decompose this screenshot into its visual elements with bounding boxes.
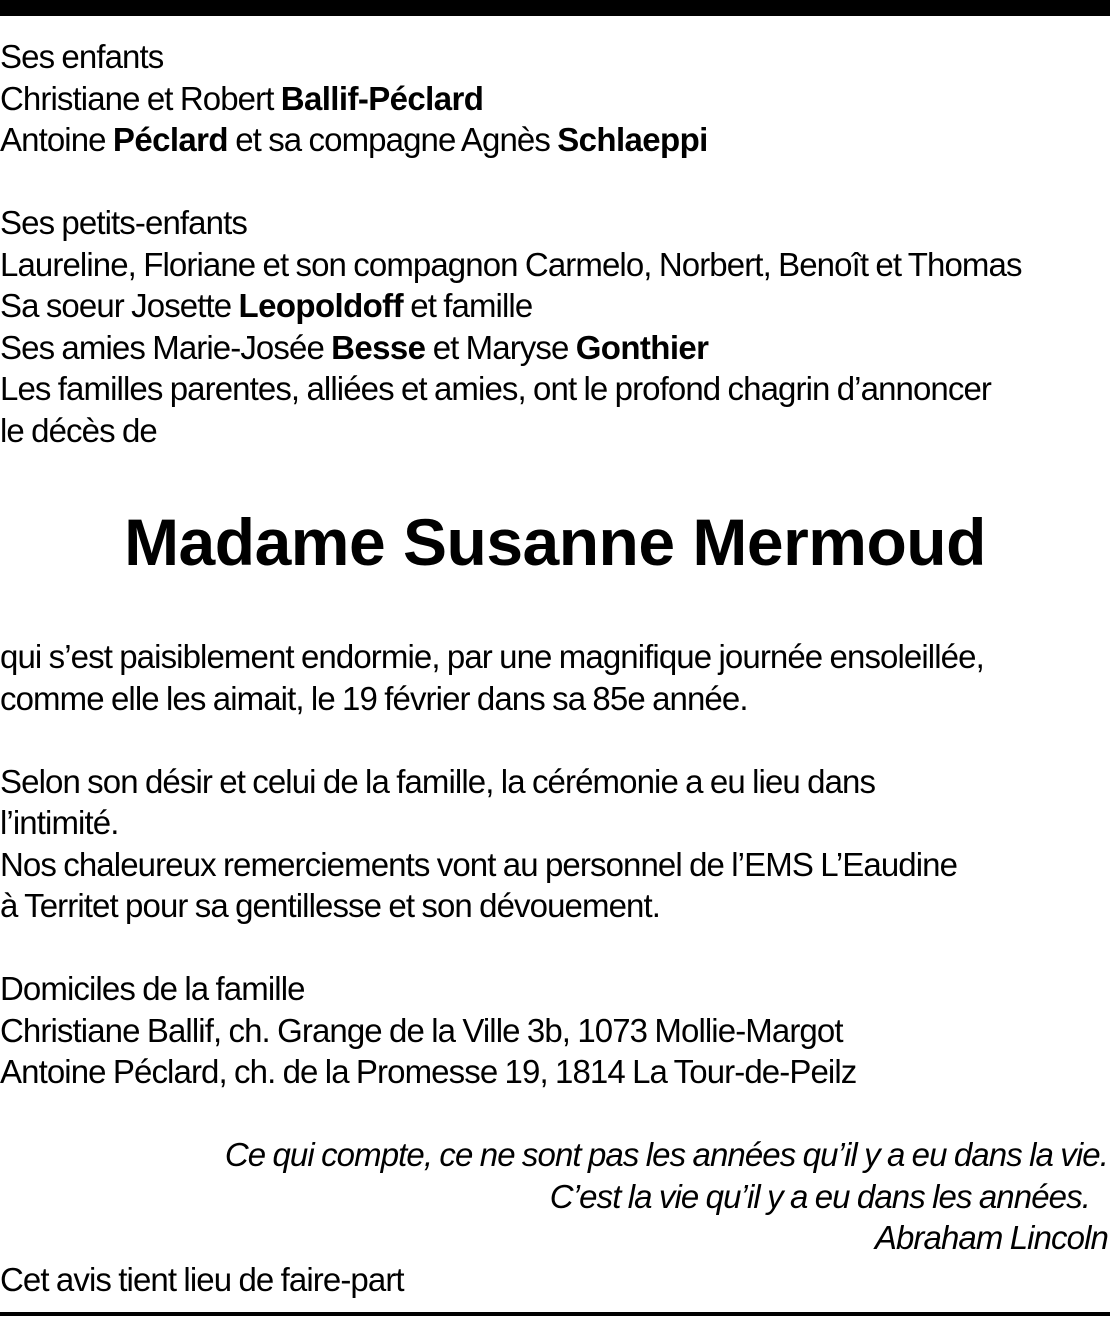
friends-line	[0, 327, 1110, 369]
quote-line-2: C’est la vie qu’il y a eu dans les années.	[549, 1177, 1090, 1215]
spacer	[0, 719, 1110, 761]
friend-2-surname: Gonthier	[575, 328, 709, 366]
address-2: Antoine Péclard, ch. de la Promesse 19, 1814 La Tour-de-Peilz	[0, 1053, 857, 1090]
friend-2-name: et Maryse	[425, 328, 576, 366]
deceased-name: Madame Susanne Mermoud	[124, 505, 986, 579]
child-1-names: Christiane et Robert	[0, 79, 281, 117]
quote-line-1: Ce qui compte, ce ne sont pas les années qu’il y a eu dans la vie.	[224, 1136, 1108, 1173]
sister-suffix: et famille	[402, 287, 533, 324]
sister-surname: Leopoldoff	[238, 287, 403, 324]
bottom-rule	[0, 1312, 1110, 1316]
sister-line	[0, 285, 1110, 327]
ceremony-line-1: Selon son désir et celui de la famille, la cérémonie a eu lieu dans	[0, 762, 876, 800]
child-line-2	[0, 119, 1110, 161]
passing-line-2: comme elle les aimait, le 19 février dans sa 85e année.	[0, 679, 748, 717]
grandchildren-names: Laureline, Floriane et son compagnon Carmelo, Norbert, Benoît et Thomas	[0, 245, 1022, 283]
children-heading: Ses enfants	[0, 38, 164, 75]
child-2-partner-surname: Schlaeppi	[557, 121, 708, 158]
quote-author: Abraham Lincoln	[874, 1219, 1108, 1256]
spacer	[0, 161, 1110, 203]
top-rule	[0, 0, 1110, 16]
announcement-line-2: le décès de	[0, 411, 157, 449]
passing-line-1: qui s’est paisiblement endormie, par une magnifique journée ensoleillée,	[0, 638, 984, 675]
child-2-partner-text: et sa compagne Agnès	[227, 121, 558, 158]
thanks-line-2: à Territet pour sa gentillesse et son dévouement.	[0, 887, 661, 924]
ceremony-line-2: l’intimité.	[0, 804, 119, 841]
child-2-name: Antoine	[0, 121, 113, 158]
spacer	[0, 1093, 1110, 1135]
child-line-1	[0, 78, 1110, 120]
announcement-line-1: Les familles parentes, alliées et amies, ont le profond chagrin d’annoncer	[0, 370, 992, 407]
details-section	[0, 636, 1110, 1300]
addresses-heading: Domiciles de la famille	[0, 970, 305, 1007]
grandchildren-heading: Ses petits-enfants	[0, 204, 247, 241]
child-2-surname: Péclard	[112, 121, 228, 158]
friend-1-surname: Besse	[331, 328, 426, 366]
footer-note: Cet avis tient lieu de faire-part	[0, 1260, 404, 1298]
thanks-line-1: Nos chaleureux remerciements vont au personnel de l’EMS L’Eaudine	[0, 845, 958, 883]
spacer	[0, 927, 1110, 969]
friend-1-name: Ses amies Marie-Josée	[0, 328, 332, 366]
child-1-surname: Ballif-Péclard	[280, 79, 484, 117]
address-1: Christiane Ballif, ch. Grange de la Ville 3b, 1073 Mollie-Margot	[0, 1011, 843, 1049]
family-section	[0, 36, 1110, 451]
sister-name: Sa soeur Josette	[0, 287, 239, 324]
